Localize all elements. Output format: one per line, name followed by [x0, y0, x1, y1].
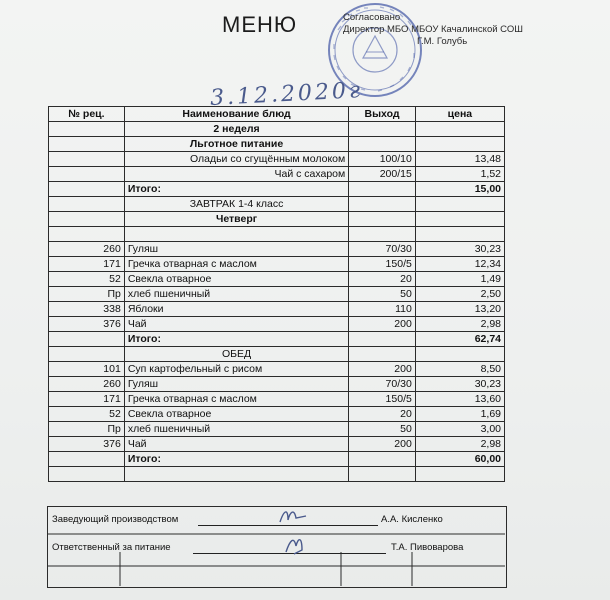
table-cell-empty [349, 122, 416, 137]
portion-output: 20 [349, 272, 416, 287]
table-row [49, 257, 505, 272]
dish-name: хлеб пшеничный [124, 287, 348, 302]
dish-price: 1,52 [415, 167, 504, 182]
dish-name: Гречка отварная с маслом [124, 257, 348, 272]
total-label: Итого: [124, 452, 348, 467]
table-cell-empty [49, 197, 125, 212]
table-cell-empty [415, 227, 504, 242]
dish-name: Свекла отварное [124, 407, 348, 422]
table-cell-empty [49, 122, 125, 137]
dish-price: 13,60 [415, 392, 504, 407]
table-cell-empty [349, 332, 416, 347]
dish-name: хлеб пшеничный [124, 422, 348, 437]
portion-output: 150/5 [349, 257, 416, 272]
dish-name: Суп картофельный с рисом [124, 362, 348, 377]
table-row [49, 302, 505, 317]
recipe-number: 101 [49, 362, 125, 377]
total-price: 60,00 [415, 452, 504, 467]
column-header-recipe-number: № рец. [49, 107, 125, 122]
recipe-number: 52 [49, 272, 125, 287]
table-cell-empty [49, 467, 125, 482]
recipe-number [49, 152, 125, 167]
signature-role: Заведующий производством [52, 514, 179, 525]
dish-name: Чай с сахаром [124, 167, 348, 182]
portion-output: 70/30 [349, 377, 416, 392]
section-row [49, 122, 505, 137]
total-row [49, 332, 505, 347]
table-cell-empty [124, 467, 348, 482]
section-title: ОБЕД [124, 347, 348, 362]
table-cell-empty [349, 467, 416, 482]
table-row [49, 392, 505, 407]
table-cell-empty [349, 227, 416, 242]
table-cell-empty [49, 182, 125, 197]
section-title: Льготное питание [124, 137, 348, 152]
approval-name: Г.М. Голубь [417, 36, 468, 47]
table-row [49, 422, 505, 437]
recipe-number: 260 [49, 242, 125, 257]
signature-role: Ответственный за питание [52, 542, 171, 553]
table-cell-empty [49, 137, 125, 152]
total-row [49, 182, 505, 197]
approval-heading: Согласовано [343, 12, 401, 23]
table-cell-empty [49, 212, 125, 227]
handwritten-date: 3.12.2020г [209, 78, 364, 111]
table-header-row [49, 107, 505, 122]
dish-name: Яблоки [124, 302, 348, 317]
section-title: 2 неделя [124, 122, 348, 137]
blank-row [49, 227, 505, 242]
table-row [49, 272, 505, 287]
signature-name: Т.А. Пивоварова [391, 542, 464, 553]
table-row [49, 152, 505, 167]
table-row [49, 437, 505, 452]
page-title: МЕНЮ [222, 12, 298, 37]
dish-name: Гречка отварная с маслом [124, 392, 348, 407]
dish-price: 2,98 [415, 317, 504, 332]
recipe-number: 338 [49, 302, 125, 317]
table-cell-empty [415, 467, 504, 482]
recipe-number: Пр [49, 287, 125, 302]
total-label: Итого: [124, 182, 348, 197]
dish-name: Чай [124, 437, 348, 452]
column-header-dish-name: Наименование блюд [124, 107, 348, 122]
table-cell-empty [415, 212, 504, 227]
total-row [49, 452, 505, 467]
section-row [49, 347, 505, 362]
section-row [49, 137, 505, 152]
recipe-number: Пр [49, 422, 125, 437]
recipe-number: 376 [49, 317, 125, 332]
total-label: Итого: [124, 332, 348, 347]
table-cell-empty [415, 122, 504, 137]
dish-price: 3,00 [415, 422, 504, 437]
table-cell-empty [349, 212, 416, 227]
table-row [49, 407, 505, 422]
approval-position: Директор МБО МБОУ Качалинской СОШ [343, 24, 523, 35]
table-cell-empty [349, 452, 416, 467]
table-row [49, 362, 505, 377]
table-cell-empty [124, 227, 348, 242]
portion-output: 100/10 [349, 152, 416, 167]
dish-price: 30,23 [415, 242, 504, 257]
portion-output: 110 [349, 302, 416, 317]
dish-price: 13,48 [415, 152, 504, 167]
table-row [49, 242, 505, 257]
dish-price: 1,69 [415, 407, 504, 422]
section-title: Четверг [124, 212, 348, 227]
table-row [49, 287, 505, 302]
dish-price: 2,50 [415, 287, 504, 302]
dish-name: Гуляш [124, 377, 348, 392]
dish-price: 1,49 [415, 272, 504, 287]
dish-price: 13,20 [415, 302, 504, 317]
table-cell-empty [415, 197, 504, 212]
total-price: 15,00 [415, 182, 504, 197]
table-row [49, 317, 505, 332]
dish-name: Гуляш [124, 242, 348, 257]
table-cell-empty [415, 137, 504, 152]
table-cell-empty [349, 347, 416, 362]
portion-output: 20 [349, 407, 416, 422]
portion-output: 150/5 [349, 392, 416, 407]
table-cell-empty [349, 197, 416, 212]
portion-output: 200 [349, 317, 416, 332]
column-header-portion: Выход [349, 107, 416, 122]
table-cell-empty [49, 452, 125, 467]
recipe-number: 171 [49, 392, 125, 407]
signature-name: А.А. Кисленко [381, 514, 443, 525]
approval-block [343, 12, 523, 48]
dish-price: 2,98 [415, 437, 504, 452]
dish-price: 30,23 [415, 377, 504, 392]
portion-output: 200/15 [349, 167, 416, 182]
table-row [49, 377, 505, 392]
signature-frame [47, 506, 507, 588]
section-row [49, 197, 505, 212]
portion-output: 70/30 [349, 242, 416, 257]
table-cell-empty [49, 332, 125, 347]
table-row [49, 167, 505, 182]
section-row [49, 212, 505, 227]
portion-output: 50 [349, 287, 416, 302]
dish-name: Оладьи со сгущённым молоком [124, 152, 348, 167]
section-title: ЗАВТРАК 1-4 класс [124, 197, 348, 212]
total-price: 62,74 [415, 332, 504, 347]
recipe-number: 171 [49, 257, 125, 272]
recipe-number: 52 [49, 407, 125, 422]
recipe-number: 376 [49, 437, 125, 452]
table-cell-empty [49, 227, 125, 242]
table-cell-empty [49, 347, 125, 362]
recipe-number [49, 167, 125, 182]
column-header-price: цена [415, 107, 504, 122]
dish-name: Чай [124, 317, 348, 332]
menu-table [48, 106, 505, 482]
recipe-number: 260 [49, 377, 125, 392]
portion-output: 50 [349, 422, 416, 437]
portion-output: 200 [349, 437, 416, 452]
dish-price: 8,50 [415, 362, 504, 377]
blank-row [49, 467, 505, 482]
table-cell-empty [349, 137, 416, 152]
portion-output: 200 [349, 362, 416, 377]
dish-price: 12,34 [415, 257, 504, 272]
dish-name: Свекла отварное [124, 272, 348, 287]
table-cell-empty [349, 182, 416, 197]
table-cell-empty [415, 347, 504, 362]
